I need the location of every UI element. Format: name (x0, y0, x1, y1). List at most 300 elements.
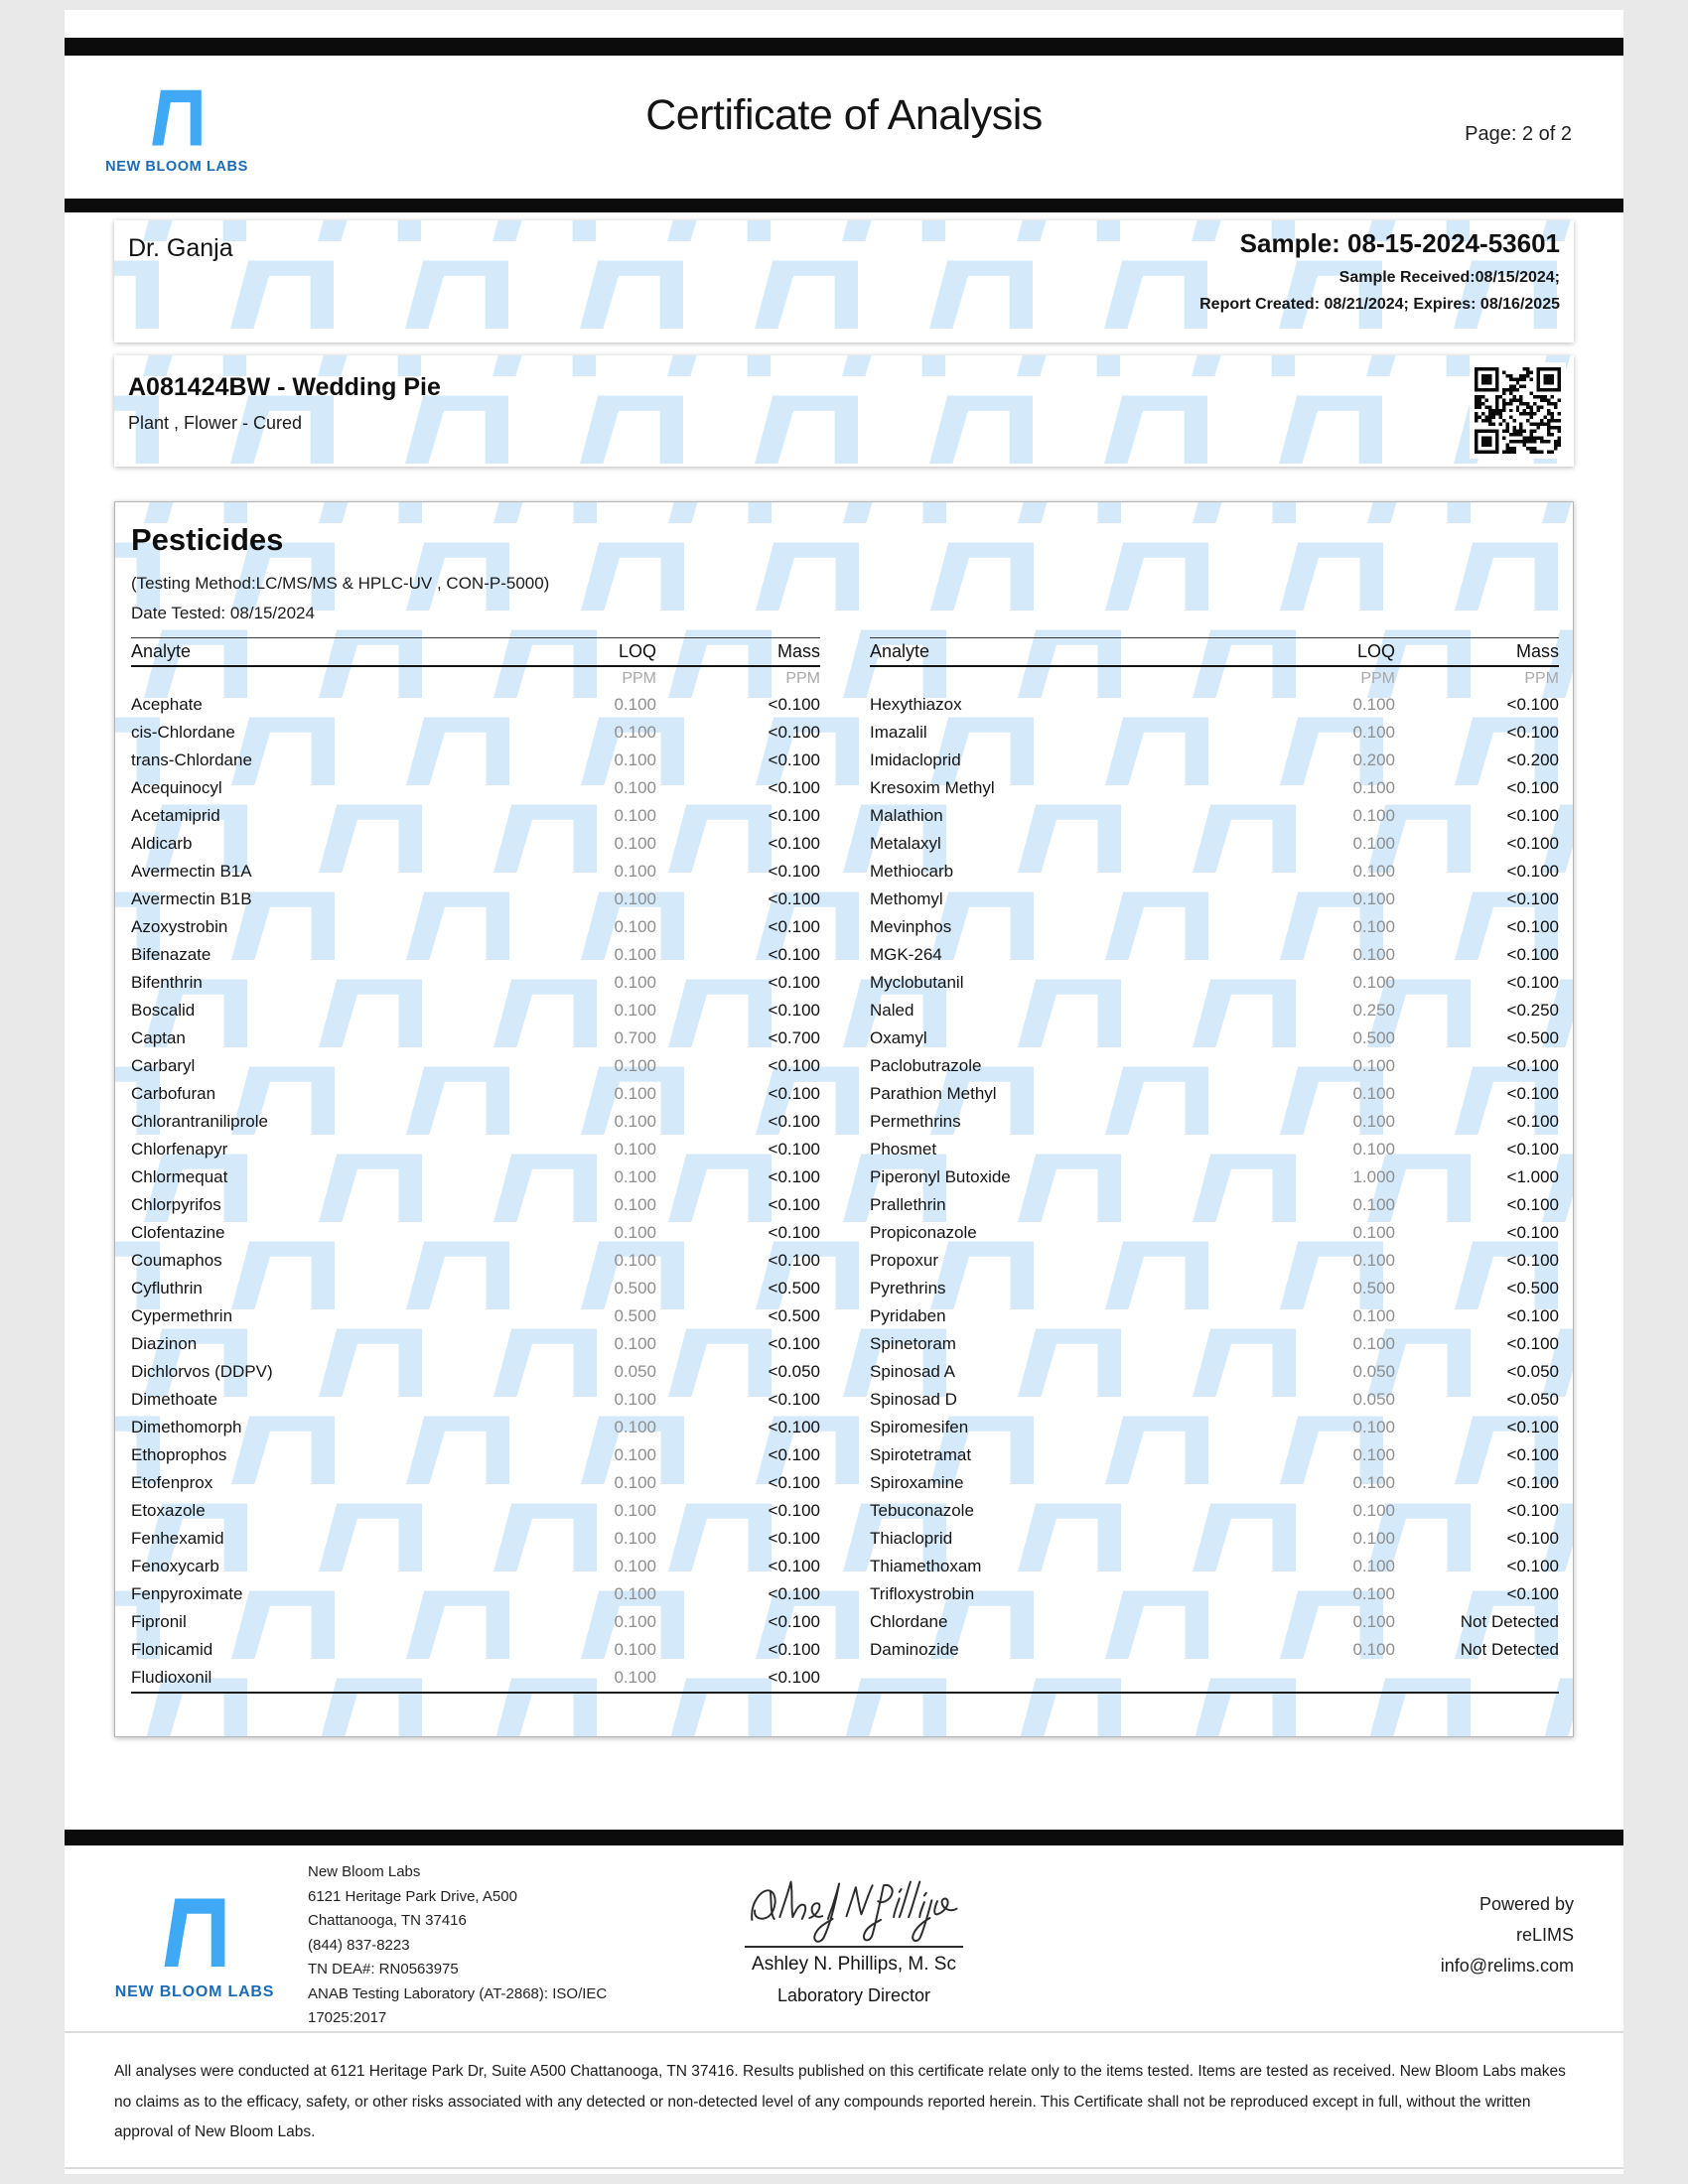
loq-cell: 0.100 (1352, 1640, 1395, 1659)
loq-cell: 0.100 (1352, 778, 1395, 797)
analyte-cell: Fenoxycarb (131, 1557, 219, 1575)
client-info-card (114, 220, 1574, 342)
mass-cell: <0.100 (1506, 1501, 1559, 1520)
loq-cell: 0.100 (1352, 945, 1395, 964)
table-row (870, 1191, 1559, 1219)
table-row (870, 802, 1559, 830)
mass-cell: <0.100 (768, 723, 820, 742)
powered-by-line: reLIMS (1515, 1925, 1574, 1945)
analyte-cell: Trifloxystrobin (870, 1584, 975, 1603)
table-row (870, 1636, 1559, 1664)
analyte-cell: Dichlorvos (DDPV) (131, 1362, 273, 1381)
mass-cell: <0.100 (1506, 1195, 1559, 1214)
signature-block (715, 1862, 993, 2006)
loq-cell: PPM (622, 670, 656, 687)
analyte-cell: Coumaphos (131, 1251, 222, 1270)
loq-cell: 0.100 (614, 1167, 656, 1186)
table-row (131, 691, 820, 719)
analyte-cell: Spinosad D (870, 1390, 957, 1409)
table-row (131, 1497, 820, 1525)
footer-divider-top (65, 2031, 1623, 2033)
table-row (870, 1497, 1559, 1525)
table-row (131, 1275, 820, 1302)
page-number: Page: 2 of 2 (1465, 123, 1572, 145)
analyte-cell: trans-Chlordane (131, 751, 252, 769)
loq-cell: 0.100 (1352, 1501, 1395, 1520)
loq-cell: 0.100 (1352, 1084, 1395, 1103)
analyte-cell: Etofenprox (131, 1473, 213, 1492)
loq-cell: LOQ (618, 641, 656, 661)
mass-cell: <0.100 (768, 1195, 820, 1214)
table-row (131, 1664, 820, 1692)
table-row (131, 886, 820, 913)
analyte-cell: Dimethoate (131, 1390, 217, 1409)
lab-address-line: Chattanooga, TN 37416 (308, 1912, 467, 1929)
analyte-cell: Etoxazole (131, 1501, 206, 1520)
analyte-cell: Tebuconazole (870, 1501, 974, 1520)
table-row (131, 1302, 820, 1330)
analyte-cell: Metalaxyl (870, 834, 941, 853)
loq-cell: 0.100 (1352, 973, 1395, 992)
table-row (131, 802, 820, 830)
loq-cell: 0.100 (614, 695, 656, 714)
section-title: Pesticides (131, 522, 284, 557)
analyte-cell: Captan (131, 1028, 186, 1047)
lab-address-line: 6121 Heritage Park Drive, A500 (308, 1887, 517, 1905)
report-created-date: Report Created: 08/21/2024; Expires: 08/16/2025 (1199, 296, 1560, 313)
analyte-cell: Pyridaben (870, 1306, 946, 1325)
analyte-cell: Hexythiazox (870, 695, 962, 714)
table-row (131, 1108, 820, 1136)
mass-cell: <0.050 (1506, 1390, 1559, 1409)
loq-cell: LOQ (1356, 641, 1395, 661)
analyte-cell: Flonicamid (131, 1640, 213, 1659)
table-row (131, 1191, 820, 1219)
lab-address-line: 17025:2017 (308, 2009, 387, 2026)
loq-cell: 0.100 (614, 723, 656, 742)
new-bloom-labs-logo-icon (157, 1886, 232, 1978)
mass-cell: <0.100 (1506, 973, 1559, 992)
mass-cell: <0.100 (768, 1112, 820, 1131)
loq-cell: 0.100 (1352, 917, 1395, 936)
signature-line (745, 1946, 963, 1948)
mass-cell: <0.100 (1506, 834, 1559, 853)
analyte-cell: Acequinocyl (131, 778, 222, 797)
mass-cell: <0.100 (768, 1557, 820, 1575)
loq-cell: 0.100 (614, 1001, 656, 1020)
table-row (131, 1414, 820, 1441)
analyte-cell: Fipronil (131, 1612, 187, 1631)
table-row (870, 913, 1559, 941)
mass-cell: <0.100 (1506, 1112, 1559, 1131)
loq-cell: 0.100 (614, 1140, 656, 1159)
table-row (131, 858, 820, 886)
mass-cell: <0.100 (768, 1668, 820, 1687)
loq-cell: 0.100 (1352, 834, 1395, 853)
analyte-cell: Spiroxamine (870, 1473, 964, 1492)
mass-cell: <0.100 (768, 1390, 820, 1409)
mass-cell: <0.100 (1506, 945, 1559, 964)
loq-cell: 0.500 (614, 1306, 656, 1325)
mass-cell: Not Detected (1460, 1612, 1559, 1631)
table-row (131, 1247, 820, 1275)
loq-cell: 0.100 (614, 1668, 656, 1687)
loq-cell: 0.100 (1352, 1112, 1395, 1131)
footer-divider-bottom (65, 2167, 1623, 2169)
table-row (870, 1580, 1559, 1608)
loq-cell: 1.000 (1352, 1167, 1395, 1186)
analyte-cell: Piperonyl Butoxide (870, 1167, 1011, 1186)
mass-cell: <0.100 (768, 1084, 820, 1103)
table-row (131, 774, 820, 802)
top-rule-bar (65, 38, 1623, 56)
loq-cell: 0.100 (1352, 695, 1395, 714)
analyte-cell: Propiconazole (870, 1223, 977, 1242)
mass-cell: <0.100 (768, 1056, 820, 1075)
pesticides-table-left-column (131, 637, 820, 1692)
loq-cell: 0.100 (1352, 889, 1395, 908)
loq-cell: 0.100 (614, 917, 656, 936)
loq-cell: 0.100 (1352, 1251, 1395, 1270)
analyte-cell: Phosmet (870, 1140, 937, 1159)
analyte-cell: Acetamiprid (131, 806, 220, 825)
analyte-cell: Daminozide (870, 1640, 959, 1659)
loq-cell: 0.250 (1352, 1001, 1395, 1020)
mass-cell: <0.100 (768, 917, 820, 936)
analyte-cell: Mevinphos (870, 917, 952, 936)
pesticides-table-right-column (870, 637, 1559, 1664)
mass-cell: Mass (1515, 641, 1559, 661)
mass-cell: <0.100 (768, 973, 820, 992)
table-row (131, 1219, 820, 1247)
loq-cell: 0.050 (614, 1362, 656, 1381)
loq-cell: 0.100 (614, 1445, 656, 1464)
loq-cell: 0.100 (614, 1640, 656, 1659)
loq-cell: 0.100 (1352, 1612, 1395, 1631)
table-header-row (870, 637, 1559, 667)
table-row (870, 1358, 1559, 1386)
analyte-cell: Spiromesifen (870, 1418, 969, 1436)
sample-info-card (114, 355, 1574, 467)
mass-cell: <0.100 (1506, 1056, 1559, 1075)
sample-name: A081424BW - Wedding Pie (128, 373, 441, 401)
table-row (870, 774, 1559, 802)
analyte-cell: Chlorpyrifos (131, 1195, 221, 1214)
table-row (870, 747, 1559, 774)
mass-cell: <0.100 (768, 834, 820, 853)
analyte-cell: Analyte (870, 641, 930, 661)
analyte-cell: Cypermethrin (131, 1306, 233, 1325)
loq-cell: 0.100 (1352, 1584, 1395, 1603)
analyte-cell: Kresoxim Methyl (870, 778, 995, 797)
mass-cell: <0.100 (1506, 862, 1559, 881)
loq-cell: 0.100 (614, 751, 656, 769)
analyte-cell: Imazalil (870, 723, 927, 742)
analyte-cell: Aldicarb (131, 834, 193, 853)
loq-cell: 0.100 (614, 1612, 656, 1631)
mass-cell: <0.100 (1506, 1223, 1559, 1242)
mass-cell: <0.100 (768, 695, 820, 714)
mass-cell: PPM (785, 670, 820, 687)
mass-cell: <0.100 (768, 1251, 820, 1270)
loq-cell: 0.100 (614, 1584, 656, 1603)
loq-cell: 0.100 (614, 1418, 656, 1436)
loq-cell: 0.500 (1352, 1279, 1395, 1297)
mass-cell: <0.500 (1506, 1279, 1559, 1297)
loq-cell: 0.100 (614, 1390, 656, 1409)
mass-cell: <0.100 (768, 1584, 820, 1603)
analyte-cell: Malathion (870, 806, 943, 825)
table-row (131, 969, 820, 997)
powered-by-line: Powered by (1478, 1894, 1574, 1914)
mass-cell: <0.100 (768, 778, 820, 797)
mass-cell: <0.100 (768, 1501, 820, 1520)
mass-cell: <0.100 (768, 1640, 820, 1659)
mass-cell: <0.100 (1506, 1557, 1559, 1575)
mass-cell: <0.100 (1506, 778, 1559, 797)
table-unit-row (870, 667, 1559, 691)
mass-cell: PPM (1524, 670, 1559, 687)
table-row (131, 1469, 820, 1497)
signatory-name: Ashley N. Phillips, M. Sc (752, 1954, 956, 1975)
analyte-cell: Boscalid (131, 1001, 196, 1020)
table-row (131, 1024, 820, 1052)
analyte-cell: Prallethrin (870, 1195, 946, 1214)
footer-rule-bar (65, 1830, 1623, 1845)
analyte-cell: Fenpyroximate (131, 1584, 243, 1603)
loq-cell: 0.100 (1352, 1418, 1395, 1436)
loq-cell: 0.100 (1352, 1529, 1395, 1548)
analyte-cell: Diazinon (131, 1334, 198, 1353)
pesticides-results-card (114, 501, 1574, 1737)
lab-address-block (308, 1860, 607, 2031)
table-row (870, 1302, 1559, 1330)
sample-matrix: Plant , Flower - Cured (128, 413, 303, 433)
loq-cell: 0.100 (1352, 806, 1395, 825)
mass-cell: <0.100 (1506, 1084, 1559, 1103)
loq-cell: 0.100 (614, 889, 656, 908)
mass-cell: <0.100 (768, 1418, 820, 1436)
table-unit-row (131, 667, 820, 691)
mass-cell: <0.500 (768, 1279, 820, 1297)
mass-cell: <0.100 (1506, 1306, 1559, 1325)
loq-cell: 0.100 (614, 806, 656, 825)
loq-cell: 0.100 (1352, 723, 1395, 742)
analyte-cell: Cyfluthrin (131, 1279, 203, 1297)
mass-cell: <0.100 (768, 1334, 820, 1353)
table-row (131, 830, 820, 858)
analyte-cell: Clofentazine (131, 1223, 225, 1242)
analyte-cell: Carbofuran (131, 1084, 216, 1103)
loq-cell: 0.050 (1352, 1390, 1395, 1409)
loq-cell: 0.100 (614, 1223, 656, 1242)
mass-cell: <0.100 (768, 1529, 820, 1548)
mass-cell: <0.100 (1506, 1473, 1559, 1492)
table-row (131, 1441, 820, 1469)
loq-cell: 0.100 (1352, 1306, 1395, 1325)
table-row (870, 1469, 1559, 1497)
loq-cell: 0.100 (1352, 1334, 1395, 1353)
mass-cell: <0.100 (768, 751, 820, 769)
loq-cell: 0.100 (614, 1529, 656, 1548)
loq-cell: PPM (1360, 670, 1395, 687)
loq-cell: 0.100 (1352, 1223, 1395, 1242)
analyte-cell: Avermectin B1A (131, 862, 252, 881)
mass-cell: <0.100 (768, 1167, 820, 1186)
mass-cell: <0.100 (768, 1140, 820, 1159)
table-row (870, 969, 1559, 997)
analyte-cell: Methomyl (870, 889, 943, 908)
table-row (131, 747, 820, 774)
mass-cell: <0.100 (1506, 723, 1559, 742)
loq-cell: 0.100 (1352, 1445, 1395, 1464)
table-row (870, 1024, 1559, 1052)
qr-code (1470, 362, 1566, 459)
analyte-cell: Chlorfenapyr (131, 1140, 228, 1159)
mass-cell: <0.250 (1506, 1001, 1559, 1020)
sample-id: Sample: 08-15-2024-53601 (1239, 228, 1560, 258)
loq-cell: 0.500 (1352, 1028, 1395, 1047)
table-row (870, 1441, 1559, 1469)
mass-cell: <0.100 (1506, 806, 1559, 825)
loq-cell: 0.100 (614, 1251, 656, 1270)
table-row (131, 997, 820, 1024)
table-row (870, 719, 1559, 747)
header-rule-bar (65, 199, 1623, 212)
analyte-cell: Oxamyl (870, 1028, 927, 1047)
table-row (870, 997, 1559, 1024)
mass-cell: <0.100 (768, 1473, 820, 1492)
analyte-cell: Azoxystrobin (131, 917, 228, 936)
mass-cell: <0.500 (1506, 1028, 1559, 1047)
analyte-cell: Chlorantraniliprole (131, 1112, 268, 1131)
table-row (131, 1580, 820, 1608)
analyte-cell: Analyte (131, 641, 192, 661)
mass-cell: <0.100 (1506, 1140, 1559, 1159)
analyte-cell: Dimethomorph (131, 1418, 242, 1436)
loq-cell: 0.100 (1352, 1140, 1395, 1159)
loq-cell: 0.100 (614, 834, 656, 853)
analyte-cell: Bifenthrin (131, 973, 203, 992)
disclaimer-text: All analyses were conducted at 6121 Heritage Park Dr, Suite A500 Chattanooga, TN 37416. Results published on this certificate relate only to the items tested. Items are tested as received. New Bloom Labs makes no claims as to the efficacy, safety, or other risks associated with any detected or non-detected level of any compounds reported herein. This Certificate shall not be reproduced except in full, without the written approval of New Bloom Labs. (114, 2063, 1566, 2140)
table-row (131, 1080, 820, 1108)
lab-address-line: (844) 837-8223 (308, 1936, 410, 1954)
analyte-cell: Spinetoram (870, 1334, 956, 1353)
mass-cell: <0.100 (1506, 1529, 1559, 1548)
table-row (870, 1330, 1559, 1358)
mass-cell: <0.100 (768, 862, 820, 881)
signature-handwriting (735, 1862, 973, 1946)
analyte-cell: Fludioxonil (131, 1668, 212, 1687)
loq-cell: 0.100 (614, 1334, 656, 1353)
table-row (870, 830, 1559, 858)
loq-cell: 0.100 (614, 1501, 656, 1520)
mass-cell: <0.100 (1506, 1584, 1559, 1603)
table-row (870, 1608, 1559, 1636)
table-row (131, 1163, 820, 1191)
table-row (870, 941, 1559, 969)
client-name: Dr. Ganja (128, 234, 233, 262)
analyte-cell: Acephate (131, 695, 203, 714)
table-row (870, 691, 1559, 719)
analyte-cell: Paclobutrazole (870, 1056, 982, 1075)
table-row (870, 1163, 1559, 1191)
mass-cell: <0.100 (1506, 917, 1559, 936)
page-title: Certificate of Analysis (645, 91, 1043, 139)
mass-cell: <0.100 (768, 806, 820, 825)
mass-cell: <0.200 (1506, 751, 1559, 769)
mass-cell: Mass (776, 641, 820, 661)
loq-cell: 0.100 (614, 1084, 656, 1103)
mass-cell: <0.100 (768, 945, 820, 964)
mass-cell: <0.100 (768, 1001, 820, 1020)
analyte-cell: Carbaryl (131, 1056, 196, 1075)
signatory-title: Laboratory Director (776, 1985, 931, 2005)
analyte-cell: cis-Chlordane (131, 723, 235, 742)
analyte-cell: Methiocarb (870, 862, 954, 881)
analyte-cell: Avermectin B1B (131, 889, 252, 908)
table-row (870, 1553, 1559, 1580)
table-row (131, 1636, 820, 1664)
table-row (131, 1386, 820, 1414)
lab-address-line: ANAB Testing Laboratory (AT-2868): ISO/IEC (308, 1984, 608, 2002)
analyte-cell: Imidacloprid (870, 751, 961, 769)
table-row (131, 1136, 820, 1163)
loq-cell: 0.700 (614, 1028, 656, 1047)
analyte-cell: Spirotetramat (870, 1445, 972, 1464)
mass-cell: <0.100 (1506, 695, 1559, 714)
table-row (870, 858, 1559, 886)
mass-cell: <0.700 (768, 1028, 820, 1047)
sample-received-date: Sample Received:08/15/2024; (1338, 269, 1560, 286)
mass-cell: <0.050 (768, 1362, 820, 1381)
analyte-cell: Naled (870, 1001, 914, 1020)
mass-cell: <0.100 (768, 1612, 820, 1631)
mass-cell: <0.100 (1506, 1445, 1559, 1464)
table-row (870, 1247, 1559, 1275)
loq-cell: 0.200 (1352, 751, 1395, 769)
mass-cell: <1.000 (1506, 1167, 1559, 1186)
analyte-cell: Permethrins (870, 1112, 961, 1131)
loq-cell: 0.100 (614, 973, 656, 992)
table-row (131, 1553, 820, 1580)
table-row (870, 1080, 1559, 1108)
pesticides-table (131, 637, 1559, 1694)
table-row (870, 1386, 1559, 1414)
testing-method: (Testing Method:LC/MS/MS & HPLC-UV , CON-P-5000) (131, 574, 550, 593)
mass-cell: <0.100 (1506, 1251, 1559, 1270)
loq-cell: 0.500 (614, 1279, 656, 1297)
loq-cell: 0.100 (614, 1195, 656, 1214)
loq-cell: 0.100 (614, 1112, 656, 1131)
table-row (870, 886, 1559, 913)
analyte-cell: Thiamethoxam (870, 1557, 982, 1575)
mass-cell: <0.100 (768, 1223, 820, 1242)
loq-cell: 0.100 (1352, 1056, 1395, 1075)
mass-cell: <0.050 (1506, 1362, 1559, 1381)
table-row (131, 1525, 820, 1553)
loq-cell: 0.100 (614, 1056, 656, 1075)
table-row (131, 1358, 820, 1386)
loq-cell: 0.100 (1352, 1557, 1395, 1575)
lab-address-line: New Bloom Labs (308, 1863, 421, 1880)
table-row (870, 1136, 1559, 1163)
mass-cell: <0.500 (768, 1306, 820, 1325)
table-header-row (131, 637, 820, 667)
analyte-cell: Parathion Methyl (870, 1084, 997, 1103)
mass-cell: <0.100 (1506, 1334, 1559, 1353)
analyte-cell: Fenhexamid (131, 1529, 224, 1548)
